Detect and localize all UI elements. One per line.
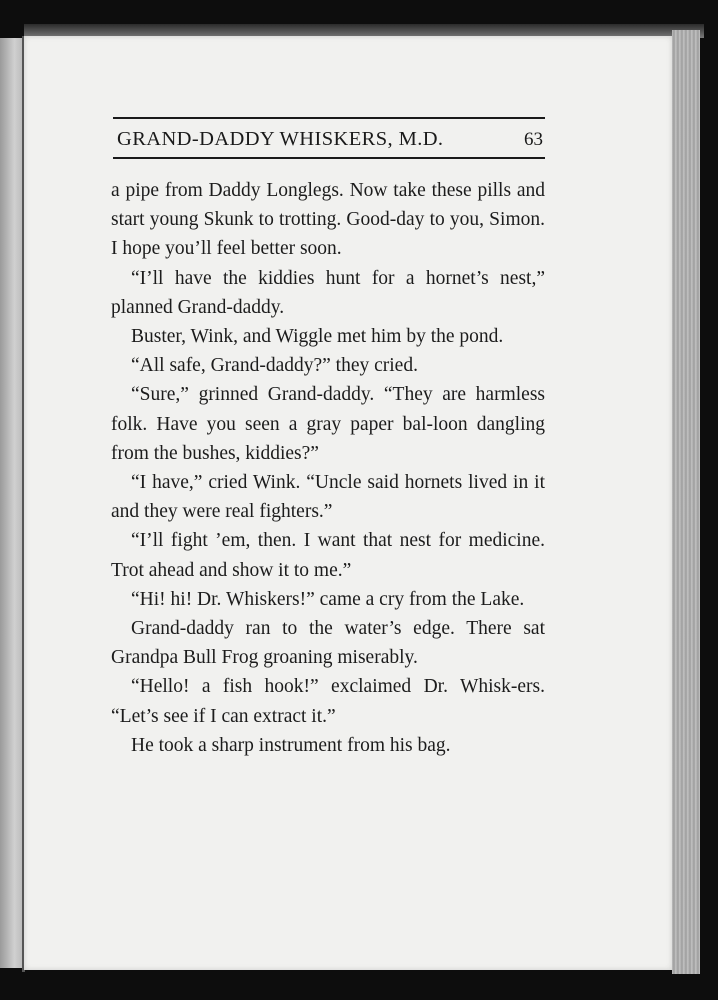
paragraph: “I have,” cried Wink. “Uncle said hornets lived in it and they were real fighters.”	[111, 472, 545, 523]
paragraph: “Hi! hi! Dr. Whiskers!” came a cry from the Lake.	[131, 588, 525, 610]
body-text	[111, 176, 545, 760]
paragraph: “Sure,” grinned Grand-daddy. “They are harmless folk. Have you seen a gray paper bal-loon dangling from the bushes, kiddies?”	[111, 384, 545, 464]
paragraph: “Hello! a fish hook!” exclaimed Dr. Whisk-ers. “Let’s see if I can extract it.”	[111, 676, 545, 727]
paragraph: “I’ll fight ’em, then. I want that nest for medicine. Trot ahead and show it to me.”	[111, 530, 545, 581]
paragraph: He took a sharp instrument from his bag.	[131, 734, 451, 756]
running-head: GRAND-DADDY WHISKERS, M.D.	[117, 128, 444, 150]
header-row	[113, 119, 545, 157]
paragraph: a pipe from Daddy Longlegs. Now take these pills and start young Skunk to trotting. Good-day to you, Simon. I hope you’ll feel better soon.	[111, 180, 545, 260]
page-header	[113, 117, 545, 159]
right-page-edges	[672, 30, 700, 974]
page-number: 63	[524, 129, 543, 150]
paragraph: “All safe, Grand-daddy?” they cried.	[131, 355, 418, 377]
paragraph: “I’ll have the kiddies hunt for a hornet’s nest,” planned Grand-daddy.	[111, 267, 545, 318]
header-bottom-rule	[113, 157, 545, 159]
left-page-edge	[0, 38, 24, 968]
paragraph: Grand-daddy ran to the water’s edge. There sat Grandpa Bull Frog groaning miserably.	[111, 618, 545, 669]
paragraph: Buster, Wink, and Wiggle met him by the pond.	[131, 326, 504, 348]
